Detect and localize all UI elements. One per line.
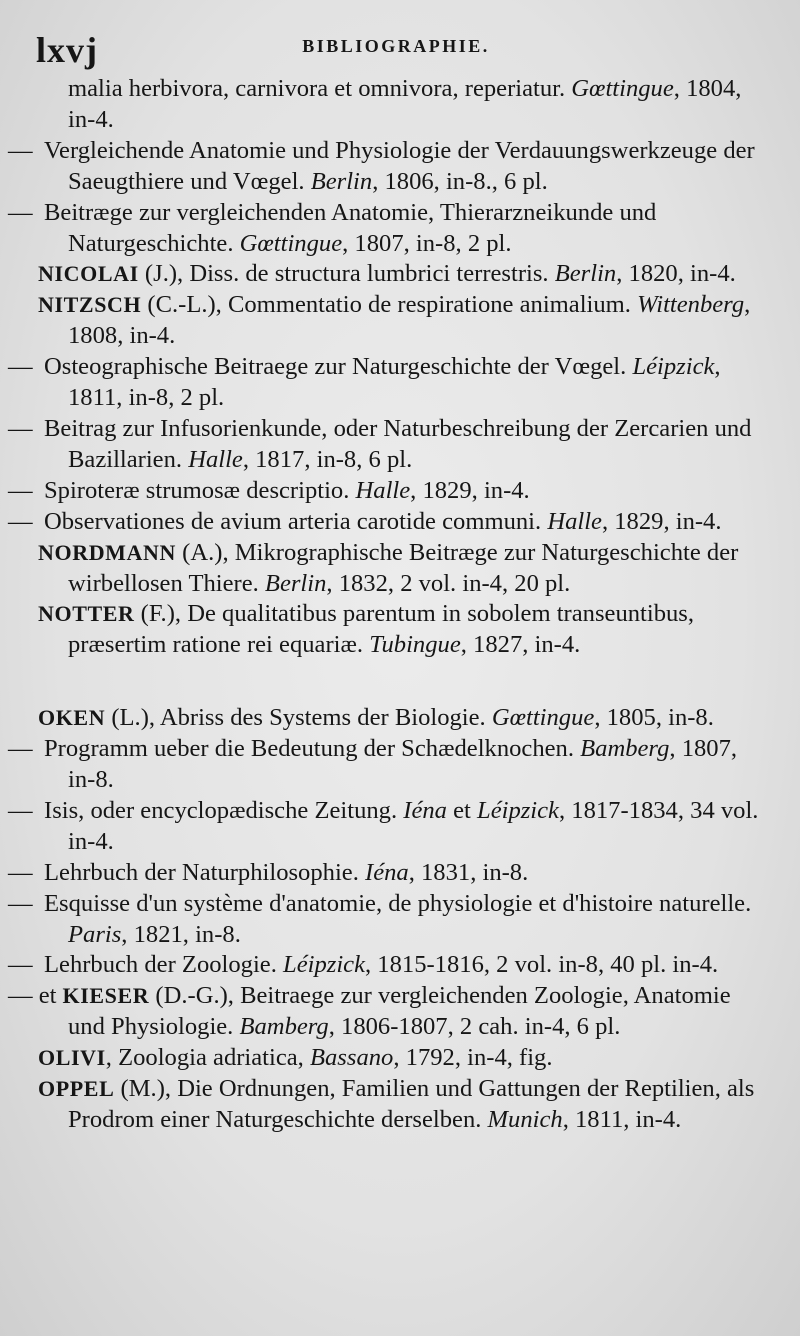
entry-title: Esquisse d'un système d'anatomie, de physiologie et d'histoire naturelle. [44, 889, 752, 917]
entry-initials: , [105, 1044, 119, 1072]
entry-place: Tubingue [369, 631, 461, 659]
entry-title: Commentatio de respiratione animalium. [227, 291, 638, 319]
bibliography-entry: — Lehrbuch der Naturphilosophie. Iéna, 1831, in-8. [8, 858, 529, 886]
entry-connector: et [446, 796, 478, 824]
entry-imprint: , 1811, in-4. [562, 1106, 682, 1133]
bibliography-entry [38, 599, 760, 661]
entry-place: Berlin [554, 260, 617, 288]
entry-title: Zoologia adriatica, [118, 1044, 310, 1072]
entry-imprint: , 1808, in-4. [68, 291, 751, 350]
entry-place: Berlin [264, 569, 327, 597]
entry-imprint: , 1806-1807, 2 cah. in-4, 6 pl. [328, 1013, 621, 1041]
bibliography-entry: — Spiroteræ strumosæ descriptio. Halle, 1829, in-4. [8, 476, 530, 504]
entry-author: OKEN [38, 705, 106, 731]
entry-title: Beitraege zur vergleichenden Zoologie, Anatomie und Physiologie. [68, 982, 731, 1041]
entry-place: Gœttingue [239, 229, 343, 257]
entry-imprint: , 1807, in-8, 2 pl. [342, 229, 512, 257]
entry-imprint: , 1805, in-8. [594, 704, 714, 732]
entry-author: NITZSCH [38, 292, 142, 318]
entry-title: Beitræge zur vergleichenden Anatomie, Thierarzneikunde und Naturgeschichte. [44, 198, 657, 257]
entry-place: Iéna [365, 858, 409, 886]
bibliography-entry: — Beitræge zur vergleichenden Anatomie, Thierarzneikunde und Naturgeschichte. Gœttingue, 1807, in-8, 2 pl. [8, 198, 657, 257]
entry-imprint: , 1811, in-8, 2 pl. [68, 353, 721, 412]
bibliography-entry: — Vergleichende Anatomie und Physiologie der Verdauungswerkzeuge der Saeugthiere und Vœgel. Berlin, 1806, in-8., 6 pl. [8, 136, 755, 195]
entry-title: Spiroteræ strumosæ descriptio. [44, 476, 356, 504]
bibliography-entry [8, 981, 760, 1043]
entry-dash: — et [8, 982, 57, 1010]
entry-place: Iéna [403, 796, 447, 824]
running-title: BIBLIOGRAPHIE. [302, 36, 490, 56]
bibliography-entry [38, 259, 760, 290]
bibliography-entry: — Beitrag zur Infusorienkunde, oder Naturbeschreibung der Zercarien und Bazillarien. Halle, 1817, in-8, 6 pl. [8, 414, 752, 473]
bibliography-entry [38, 290, 760, 352]
entry-initials: (D.-G.), [149, 982, 241, 1010]
entry-title: Programm ueber die Bedeutung der Schædelknochen. [44, 735, 581, 763]
entry-place: Halle [188, 445, 243, 473]
entry-title: Vergleichende Anatomie und Physiologie der Verdauungswerkzeuge der Saeugthiere und Vœgel. [44, 136, 755, 195]
entry-imprint: , 1792, in-4, fig. [393, 1044, 553, 1072]
entry-title: Abriss des Systems der Biologie. [159, 704, 492, 732]
entry-title: De qualitatibus parentum in sobolem transeuntibus, præsertim ratione rei equariæ. [68, 600, 695, 659]
bibliography-entry: — Isis, oder encyclopædische Zeitung. Iéna et Léipzick, 1817-1834, 34 vol. in-4. [8, 796, 759, 855]
entry-place: Léipzick [477, 796, 559, 824]
entry-author: NORDMANN [38, 539, 177, 565]
entry-imprint: , 1821, in-8. [121, 920, 241, 948]
bibliography-entry [38, 538, 760, 600]
entry-initials: (M.), [114, 1075, 178, 1103]
bibliography-entry: — Lehrbuch der Zoologie. Léipzick, 1815-1816, 2 vol. in-8, 40 pl. in-4. [8, 951, 719, 979]
entry-place: Gœttingue [571, 75, 674, 102]
entry-imprint: , 1829, in-4. [601, 507, 722, 535]
entry-place: Léipzick [283, 951, 365, 979]
entry-initials: (J.), [138, 260, 190, 288]
page-number: lxvj [36, 30, 98, 70]
bibliography-entry: — Esquisse d'un système d'anatomie, de physiologie et d'histoire naturelle. Paris, 1821, in-8. [8, 889, 752, 948]
entry-place: Bamberg [580, 735, 670, 763]
entry-initials: (A.), [176, 538, 235, 566]
entry-author: OLIVI [38, 1045, 106, 1071]
entry-imprint: , 1807, in-8. [68, 735, 738, 794]
entry-initials: (L.), [105, 704, 160, 732]
bibliography-entry [38, 74, 760, 136]
entry-place: Bamberg [239, 1013, 329, 1041]
entry-place: Léipzick [632, 353, 715, 381]
entry-imprint: , 1829, in-4. [410, 476, 530, 504]
bibliography-entry [38, 703, 760, 734]
entry-title: Lehrbuch der Zoologie. [44, 951, 284, 979]
entry-place: Paris [68, 920, 122, 948]
entry-title: Diss. de structura lumbrici terrestris. [189, 260, 555, 288]
bibliography-entry: — Programm ueber die Bedeutung der Schædelknochen. Bamberg, 1807, in-8. [8, 735, 738, 794]
bibliography-list [8, 74, 760, 1136]
entry-imprint: , 1804, in-4. [68, 75, 742, 133]
entry-imprint: , 1832, 2 vol. in-4, 20 pl. [326, 569, 571, 597]
entry-title: Osteographische Beitraege zur Naturgeschichte der Vœgel. [44, 353, 633, 381]
entry-author: KIESER [62, 983, 150, 1009]
entry-title: Mikrographische Beitræge zur Naturgeschichte der wirbellosen Thiere. [68, 538, 739, 597]
entry-title: Die Ordnungen, Familien und Gattungen der Reptilien, als Prodrom einer Naturgeschichte derselben. [68, 1075, 755, 1133]
bibliography-entry [38, 1043, 760, 1074]
bibliography-entry [38, 1074, 760, 1136]
entry-initials: (C.-L.), [141, 291, 228, 319]
entry-imprint: , 1827, in-4. [460, 631, 581, 659]
bibliography-entry: — Osteographische Beitraege zur Naturgeschichte der Vœgel. Léipzick, 1811, in-8, 2 pl. [8, 353, 721, 412]
entry-place: Wittenberg [637, 291, 745, 319]
entry-place: Gœttingue [491, 704, 595, 732]
entry-place: Halle [355, 476, 411, 504]
entry-imprint: , 1817-1834, 34 vol. in-4. [68, 796, 759, 855]
entry-place: Bassano [309, 1044, 394, 1072]
entry-imprint: , 1815-1816, 2 vol. in-8, 40 pl. in-4. [365, 951, 719, 979]
entry-place: Berlin [310, 167, 373, 195]
entry-imprint: , 1820, in-4. [616, 260, 736, 288]
entry-title: Lehrbuch der Naturphilosophie. [44, 858, 365, 886]
entry-title: Isis, oder encyclopædische Zeitung. [44, 796, 404, 824]
entry-imprint: , 1806, in-8., 6 pl. [372, 167, 548, 195]
entry-author: NOTTER [38, 601, 135, 627]
entry-imprint: , 1831, in-8. [408, 858, 529, 886]
entry-initials: (F.), [134, 600, 188, 628]
entry-place: Halle [547, 507, 602, 535]
entry-place: Munich [487, 1106, 563, 1133]
entry-author: NICOLAI [38, 261, 139, 287]
entry-imprint: , 1817, in-8, 6 pl. [242, 445, 413, 473]
bibliography-entry: — Observationes de avium arteria carotide communi. Halle, 1829, in-4. [8, 507, 722, 535]
entry-author: OPPEL [38, 1076, 115, 1102]
entry-title: malia herbivora, carnivora et omnivora, reperiatur. [68, 75, 572, 102]
page-header [36, 30, 756, 70]
entry-title: Beitrag zur Infusorienkunde, oder Naturbeschreibung der Zercarien und Bazillarien. [44, 414, 752, 473]
entry-title: Observationes de avium arteria carotide communi. [44, 507, 548, 535]
